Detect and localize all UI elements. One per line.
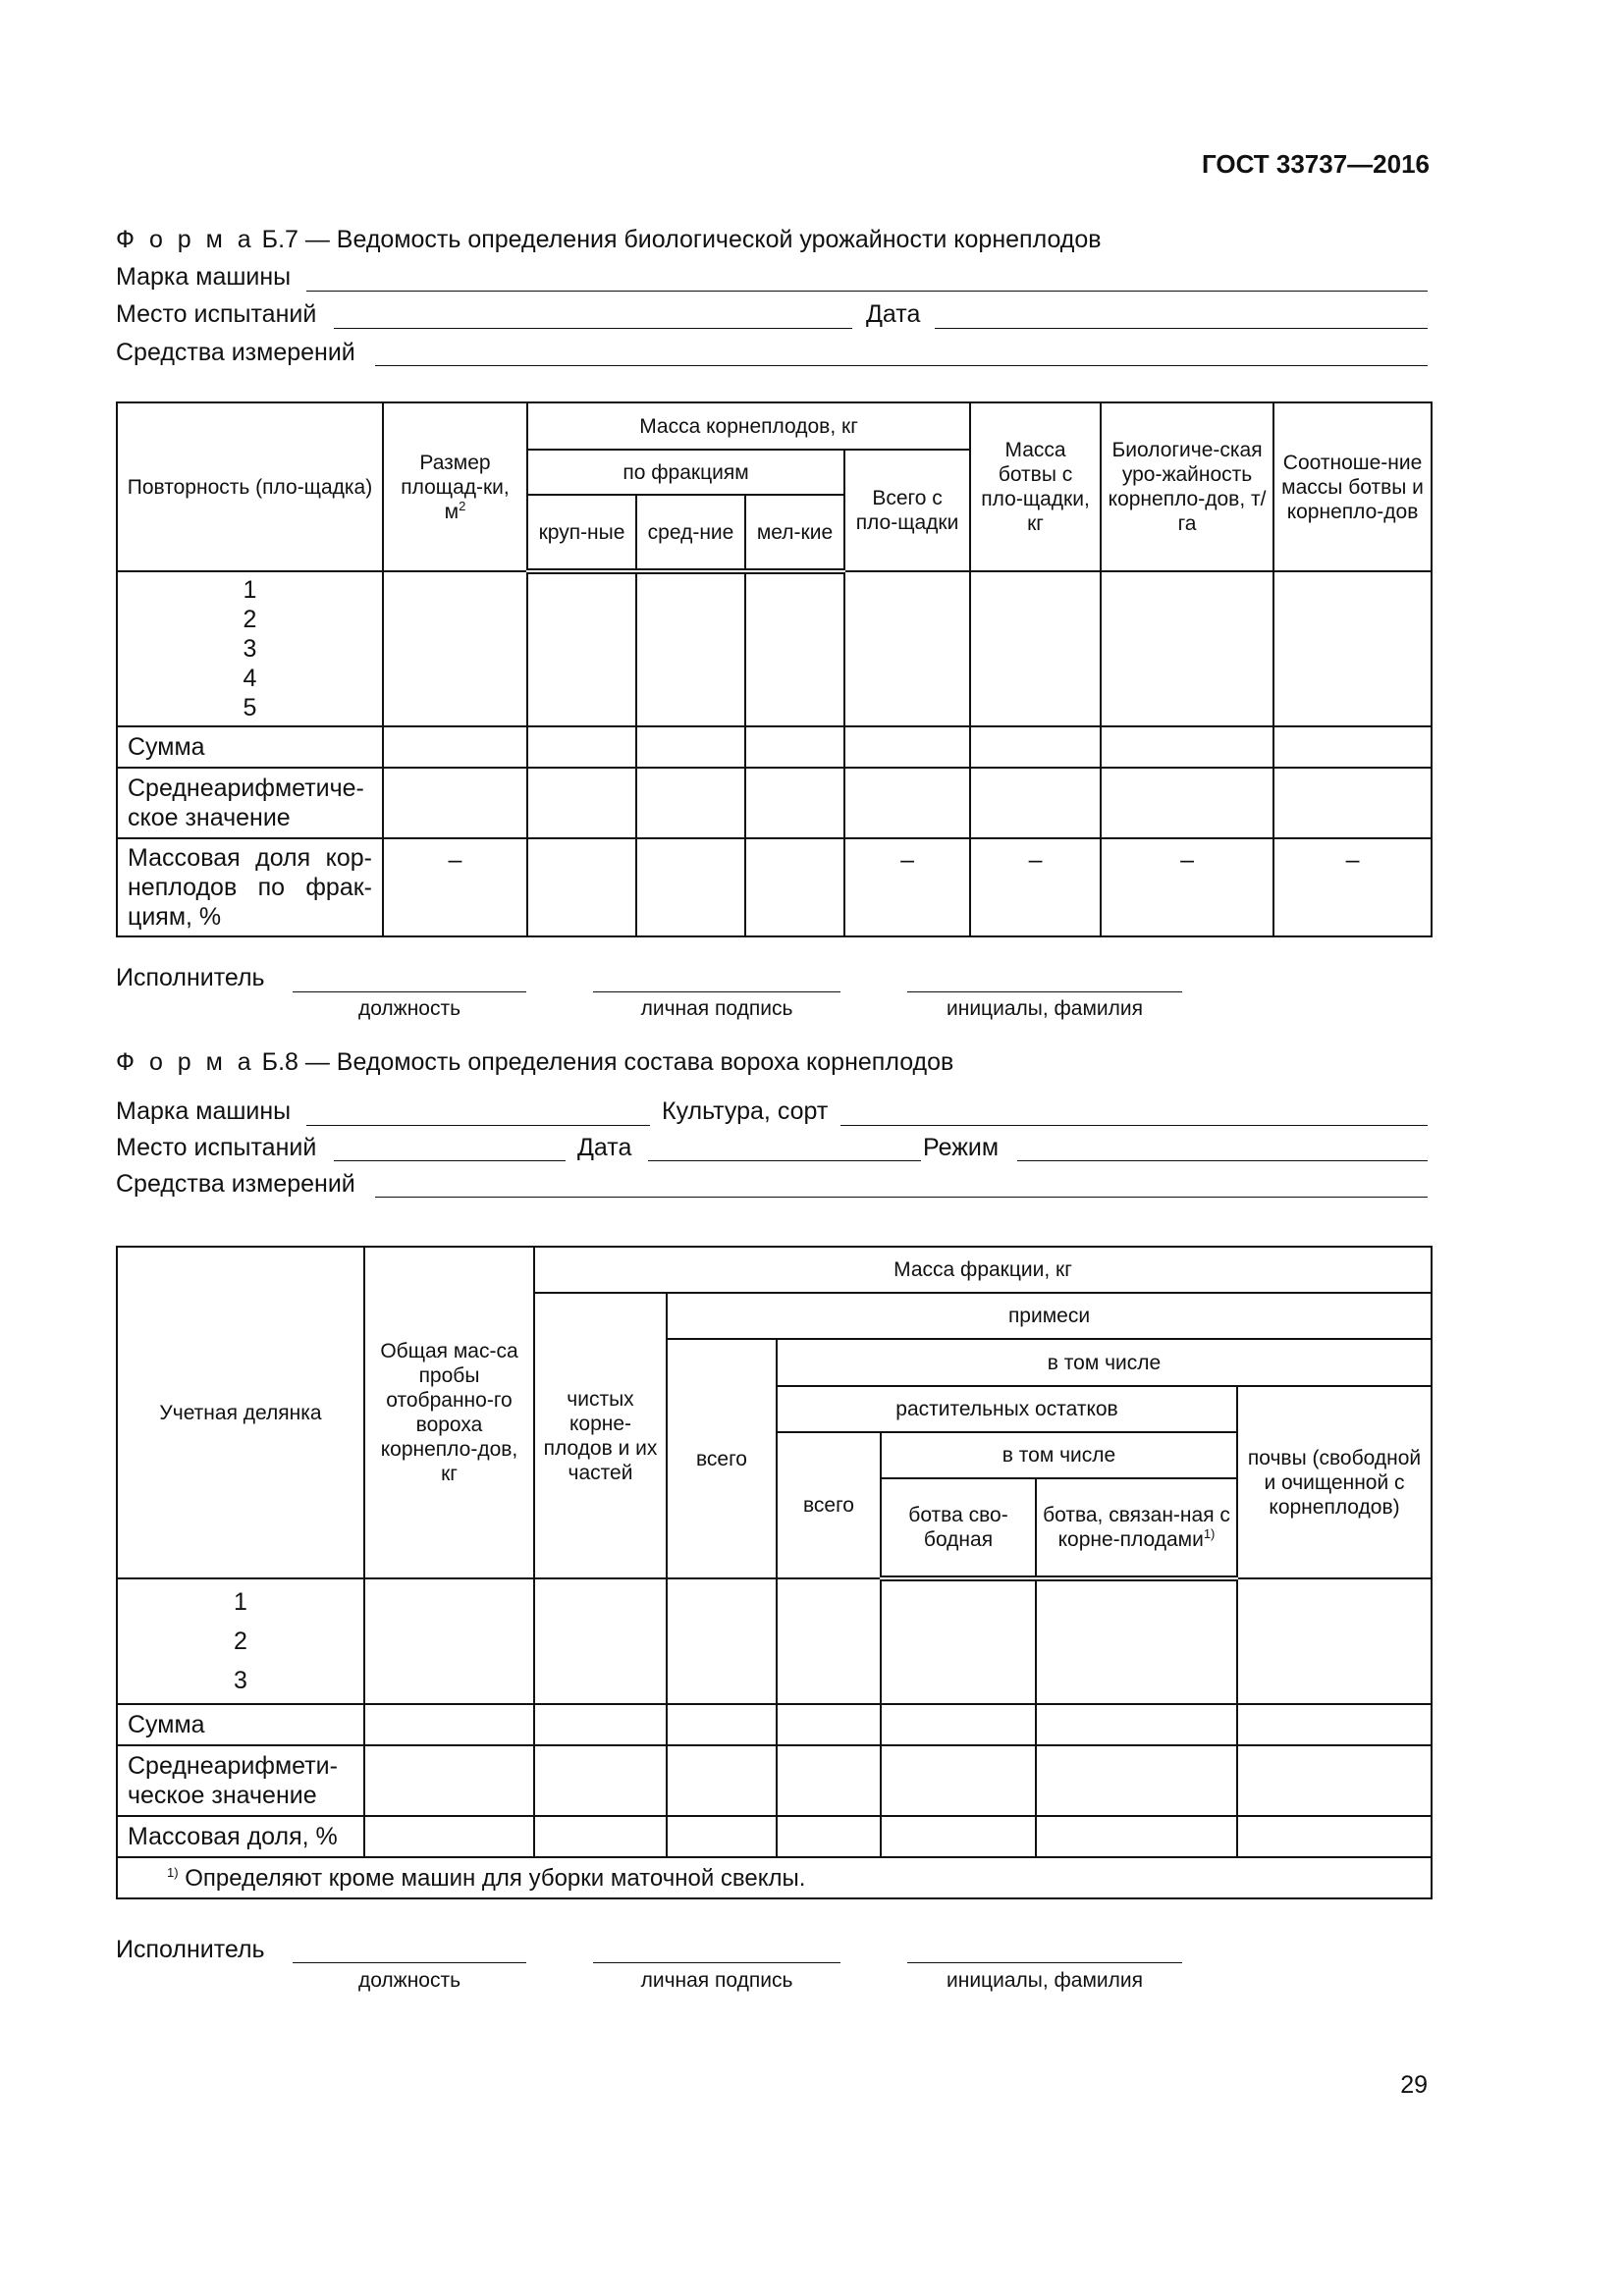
executor8-name-caption: инициалы, фамилия — [947, 1969, 1143, 1992]
executor7-label: Исполнитель — [116, 964, 265, 991]
form8-row-footnote — [117, 1857, 1432, 1898]
form7-col-tops: Масса ботвы с пло-щадки, кг — [970, 402, 1101, 571]
form8-date-field[interactable] — [648, 1160, 921, 1161]
form7-machine-field[interactable] — [306, 291, 1428, 292]
form7-col-total: Всего с пло-щадки — [844, 450, 970, 571]
form7-row-sum — [117, 726, 1432, 768]
form8-word: Ф о р м а — [116, 1048, 255, 1076]
form8-col-free-tops: ботва сво-бодная — [881, 1478, 1036, 1578]
executor8-label: Исполнитель — [116, 1936, 265, 1963]
form7-mean-label: Среднеарифметиче-ское значение — [117, 768, 383, 838]
form8-mean-label: Среднеарифмети-ческое значение — [117, 1745, 364, 1816]
form7-dash: – — [1101, 838, 1273, 936]
form8-row-numbers: 1 2 3 — [117, 1578, 364, 1704]
form7-place-label: Место испытаний — [116, 300, 317, 328]
executor7-position-caption: должность — [357, 997, 461, 1020]
executor8-name-field[interactable] — [907, 1962, 1182, 1963]
form7-row-mean — [117, 768, 1432, 838]
form8-title — [116, 1048, 953, 1077]
form8-share-label: Массовая доля, % — [117, 1816, 364, 1857]
form8-row-sum — [117, 1704, 1432, 1745]
standard-number: ГОСТ 33737—2016 — [1202, 149, 1430, 179]
form7-machine-label: Марка машины — [116, 263, 292, 291]
form8-row-mean — [117, 1745, 1432, 1816]
form8-col-fraction-mass: Масса фракции, кг — [534, 1247, 1432, 1293]
page-number: 29 — [1400, 2071, 1428, 2099]
form8-col-clean: чистых корне-плодов и их частей — [534, 1293, 667, 1578]
form8-row-share — [117, 1816, 1432, 1857]
form7-title — [116, 226, 1102, 254]
form7-date-label: Дата — [866, 300, 921, 328]
executor8-signature-field[interactable] — [593, 1962, 840, 1963]
form7-dash: – — [970, 838, 1101, 936]
executor8-position-caption: должность — [357, 1969, 461, 1992]
form7-word: Ф о р м а — [116, 226, 255, 253]
form8-mode-field[interactable] — [1017, 1160, 1428, 1161]
form7-table — [116, 401, 1433, 937]
form7-col-medium: сред-ние — [636, 495, 745, 571]
form8-crop-field[interactable] — [840, 1125, 1428, 1126]
form8-crop-label: Культура, сорт — [662, 1097, 829, 1125]
form8-tools-label: Средства измерений — [116, 1170, 355, 1198]
form8-title-text: Б.8 — Ведомость определения состава вороха корнеплодов — [261, 1048, 954, 1076]
form7-col-size: Размер площад-ки, $м^2$ — [383, 402, 527, 571]
form7-col-fractions: по фракциям — [527, 450, 844, 495]
form8-col-bound-tops: ботва, связан-ная с корне-плодами$^{1)}$ — [1036, 1478, 1237, 1578]
executor8-position-field[interactable] — [293, 1962, 526, 1963]
form8-col-plot: Учетная делянка — [117, 1247, 364, 1578]
form7-dash: – — [1273, 838, 1432, 936]
executor7-signature-field[interactable] — [593, 991, 840, 992]
form8-place-field[interactable] — [334, 1160, 566, 1161]
form8-footnote: $^{1)}$ Определяют кроме машин для уборки маточной свеклы. — [117, 1857, 1432, 1898]
form8-row-plots — [117, 1578, 1432, 1704]
executor7-name-field[interactable] — [907, 991, 1182, 992]
form7-date-field[interactable] — [935, 328, 1428, 329]
form8-place-label: Место испытаний — [116, 1134, 317, 1161]
form7-sum-label: Сумма — [117, 726, 383, 768]
form7-col-small: мел-кие — [745, 495, 844, 571]
form7-col-repeat: Повторность (пло-щадка) — [117, 402, 383, 571]
form8-col-plant: растительных остатков — [777, 1386, 1237, 1432]
executor7-signature-caption: личная подпись — [640, 997, 793, 1020]
form8-table — [116, 1246, 1433, 1899]
form8-tools-field[interactable] — [375, 1197, 1428, 1198]
form8-mode-label: Режим — [923, 1134, 1000, 1161]
form7-row-repeats — [117, 571, 1432, 726]
form7-col-mass: Масса корнеплодов, кг — [527, 402, 970, 450]
form7-col-ratio: Соотноше-ние массы ботвы и корнепло-дов — [1273, 402, 1432, 571]
form8-col-including2: в том числе — [881, 1432, 1237, 1478]
form8-date-label: Дата — [577, 1134, 632, 1161]
form8-col-total-mass: Общая мас-са пробы отобранно-го вороха корнепло-дов, кг — [364, 1247, 534, 1578]
form8-machine-label: Марка машины — [116, 1097, 292, 1125]
form8-col-plant-all: всего — [777, 1432, 881, 1578]
form7-col-yield: Биологиче-ская уро-жайность корнепло-дов, т/га — [1101, 402, 1273, 571]
form8-col-all: всего — [667, 1339, 777, 1578]
form8-col-impurities: примеси — [667, 1293, 1432, 1339]
form7-row-share — [117, 838, 1432, 936]
form7-dash: – — [844, 838, 970, 936]
form7-col-large: круп-ные — [527, 495, 636, 571]
form8-col-soil: почвы (свободной и очищенной с корнеплодов) — [1237, 1386, 1432, 1578]
form7-dash: – — [383, 838, 527, 936]
form7-title-text: Б.7 — Ведомость определения биологической урожайности корнеплодов — [261, 226, 1102, 253]
form8-col-including: в том числе — [777, 1339, 1432, 1386]
form7-row-numbers: 1 2 3 4 5 — [117, 571, 383, 726]
form8-sum-label: Сумма — [117, 1704, 364, 1745]
form7-tools-field[interactable] — [375, 365, 1428, 366]
executor7-name-caption: инициалы, фамилия — [947, 997, 1143, 1020]
executor8-signature-caption: личная подпись — [640, 1969, 793, 1992]
form7-share-label: Массовая доля кор-неплодов по фрак-циям, % — [117, 838, 383, 936]
form7-tools-label: Средства измерений — [116, 339, 355, 366]
executor7-position-field[interactable] — [293, 991, 526, 992]
form8-machine-field[interactable] — [306, 1125, 650, 1126]
form7-place-field[interactable] — [334, 328, 852, 329]
